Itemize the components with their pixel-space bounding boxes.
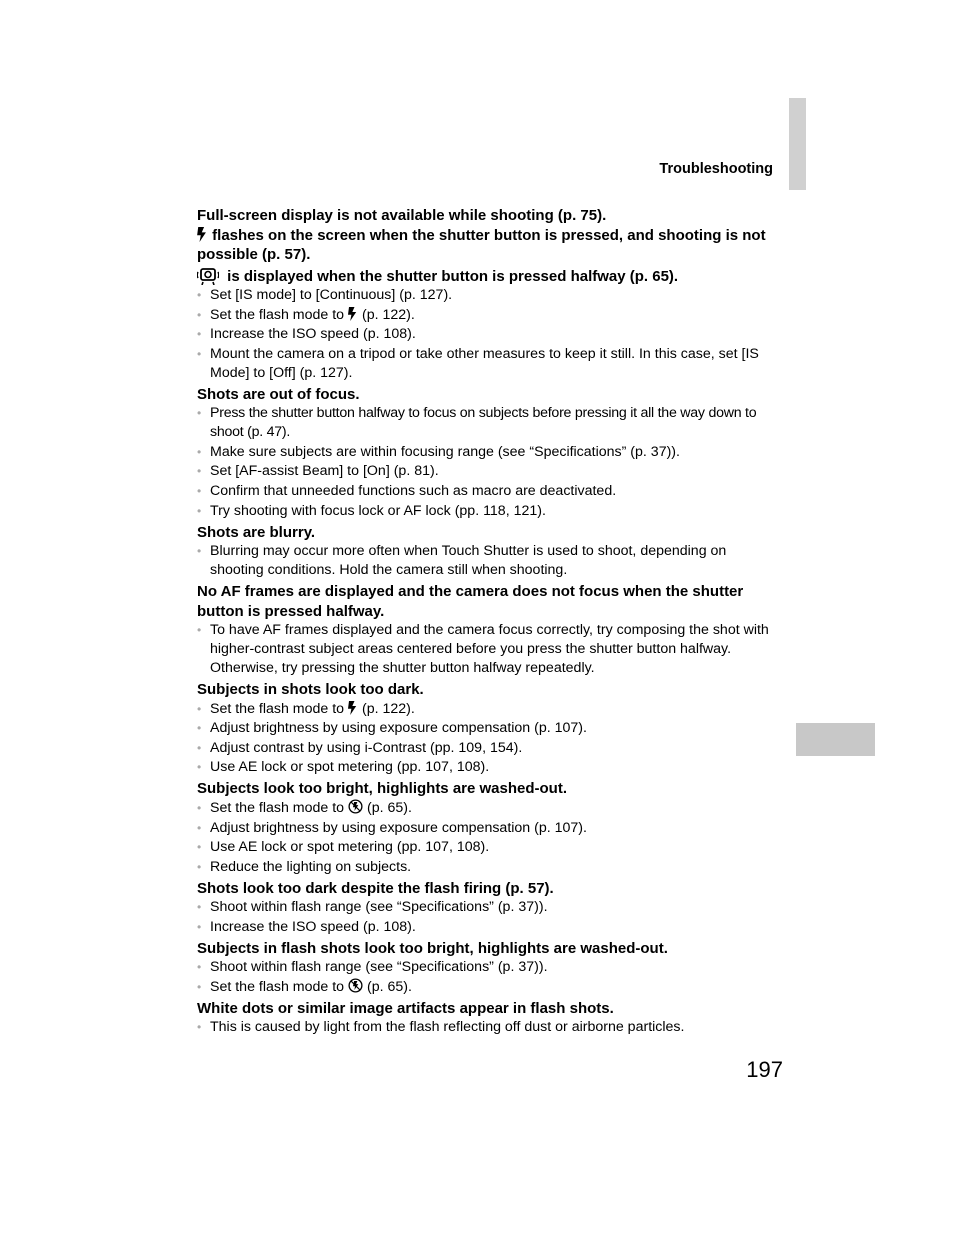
solution-item: • This is caused by light from the flash reflecting off dust or airborne particles. [197,1018,783,1037]
solution-item: • Set the flash mode to (p. 65). [197,978,783,997]
solution-list [197,700,783,778]
solution-item: • Increase the ISO speed (p. 108). [197,325,783,344]
flash-off-icon [348,978,363,993]
issue-title-text: flashes on the screen when the shutter button is pressed, and shooting is not possible (p. 57). [197,226,766,263]
issue-title [197,226,783,265]
solution-item: • Adjust brightness by using exposure compensation (p. 107). [197,819,783,838]
solution-item: • Adjust brightness by using exposure compensation (p. 107). [197,719,783,738]
issue-title: Shots look too dark despite the flash firing (p. 57). [197,879,554,897]
solution-list [197,898,783,937]
solution-list [197,958,783,997]
section-title: Troubleshooting [659,161,773,177]
solution-list [197,404,783,520]
issue-title: Subjects in shots look too dark. [197,681,424,699]
issue-title: Full-screen display is not available while shooting (p. 75). [197,207,607,224]
issue-title: No AF frames are displayed and the camera does not focus when the shutter button is pressed halfway. [197,583,744,620]
solution-item: • Shoot within flash range (see “Specifications” (p. 37)). [197,898,783,917]
solution-item: • Set [AF-assist Beam] to [On] (p. 81). [197,462,783,481]
issue-title: White dots or similar image artifacts appear in flash shots. [197,999,614,1017]
solution-list [197,1018,783,1037]
issue-title-text: is displayed when the shutter button is pressed halfway (p. 65). [223,267,679,285]
page-number: 197 [746,1057,783,1082]
flash-icon [348,701,358,715]
chapter-tab [789,98,806,190]
troubleshooting-content [197,206,783,1039]
solution-list [197,799,783,877]
solution-item: • Press the shutter button halfway to focus on subjects before pressing it all the way down to shoot (p. 47). [197,404,783,442]
flash-off-icon [348,799,363,814]
solution-list [197,286,783,383]
solution-item: • Use AE lock or spot metering (pp. 107, 108). [197,758,783,777]
solution-item: • Adjust contrast by using i-Contrast (pp. 109, 154). [197,739,783,758]
solution-list [197,621,783,678]
solution-item: • To have AF frames displayed and the camera focus correctly, try composing the shot with higher-contrast subject areas centered before you press the shutter button halfway. Otherwise, try pressing the shutter button halfway repeatedly. [197,621,783,678]
solution-item: • Set the flash mode to (p. 65). [197,799,783,818]
solution-item: • Reduce the lighting on subjects. [197,858,783,877]
solution-item: • Set [IS mode] to [Continuous] (p. 127). [197,286,783,305]
issue-title: Subjects look too bright, highlights are washed-out. [197,780,568,798]
solution-item: • Shoot within flash range (see “Specifications” (p. 37)). [197,958,783,977]
issue-title: Subjects in flash shots look too bright, highlights are washed-out. [197,939,668,957]
solution-item: • Try shooting with focus lock or AF lock (pp. 118, 121). [197,502,783,521]
flash-icon [348,307,358,321]
solution-item: • Make sure subjects are within focusing range (see “Specifications” (p. 37)). [197,443,783,462]
issue-title: Shots are out of focus. [197,385,360,403]
solution-list [197,542,783,580]
chapter-index-marker [796,723,875,756]
solution-item: • Set the flash mode to (p. 122). [197,700,783,719]
solution-item: • Confirm that unneeded functions such as macro are deactivated. [197,482,783,501]
flash-icon [197,227,208,242]
issue-title: Shots are blurry. [197,523,316,541]
solution-item: • Mount the camera on a tripod or take other measures to keep it still. In this case, set [IS Mode] to [Off] (p. 127). [197,345,783,383]
solution-item: • Set the flash mode to (p. 122). [197,306,783,325]
camera-shake-icon [197,265,219,285]
solution-item: • Use AE lock or spot metering (pp. 107, 108). [197,838,783,857]
issue-title [197,265,783,287]
solution-item: • Increase the ISO speed (p. 108). [197,918,783,937]
solution-item: • Blurring may occur more often when Touch Shutter is used to shoot, depending on shooting conditions. Hold the camera still when shooting. [197,542,783,580]
